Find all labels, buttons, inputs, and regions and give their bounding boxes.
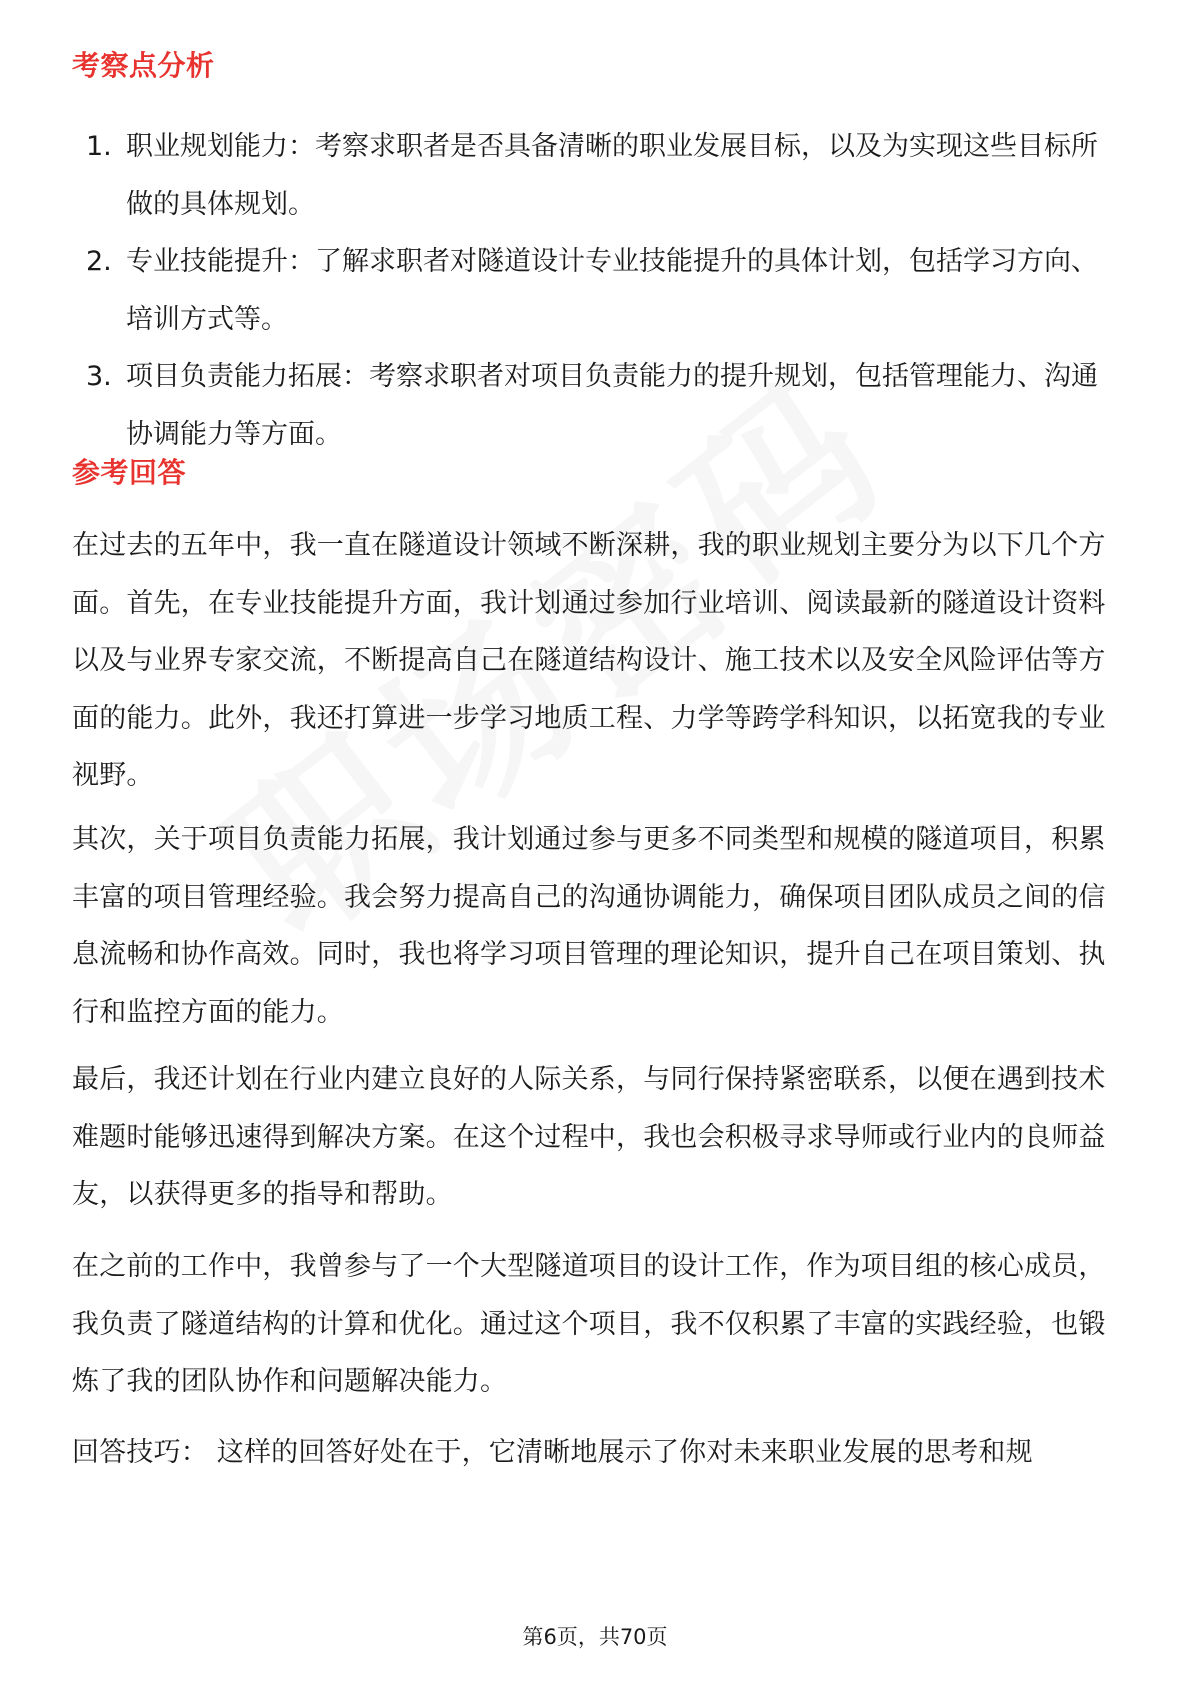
analysis-heading: 考察点分析: [72, 49, 215, 82]
list-item-text: 项目负责能力拓展：考察求职者对项目负责能力的提升规划，包括管理能力、沟通协调能力等方面。: [126, 361, 1098, 450]
list-item-number: 1.: [86, 131, 112, 162]
list-item: [72, 118, 1122, 233]
list-item: [72, 233, 1122, 348]
answer-paragraph: 在之前的工作中，我曾参与了一个大型隧道项目的设计工作，作为项目组的核心成员，我负责了隧道结构的计算和优化。通过这个项目，我不仅积累了丰富的实践经验，也锻炼了我的团队协作和问题解决能力。: [72, 1251, 1106, 1397]
list-item-number: 3.: [86, 361, 112, 392]
list-item-text: 职业规划能力：考察求职者是否具备清晰的职业发展目标，以及为实现这些目标所做的具体规划。: [126, 131, 1098, 220]
list-item-text: 专业技能提升：了解求职者对隧道设计专业技能提升的具体计划，包括学习方向、培训方式等。: [126, 246, 1098, 335]
answer-paragraph: 其次，关于项目负责能力拓展，我计划通过参与更多不同类型和规模的隧道项目，积累丰富的项目管理经验。我会努力提高自己的沟通协调能力，确保项目团队成员之间的信息流畅和协作高效。同时，我也将学习项目管理的理论知识，提升自己在项目策划、执行和监控方面的能力。: [72, 824, 1106, 1028]
answer-paragraph: 最后，我还计划在行业内建立良好的人际关系，与同行保持紧密联系，以便在遇到技术难题时能够迅速得到解决方案。在这个过程中，我也会积极寻求导师或行业内的良师益友，以获得更多的指导和帮助。: [72, 1064, 1106, 1210]
list-item: [72, 348, 1122, 463]
answer-paragraph: 在过去的五年中，我一直在隧道设计领域不断深耕，我的职业规划主要分为以下几个方面。首先，在专业技能提升方面，我计划通过参加行业培训、阅读最新的隧道设计资料以及与业界专家交流，不断提高自己在隧道结构设计、施工技术以及安全风险评估等方面的能力。此外，我还打算进一步学习地质工程、力学等跨学科知识，以拓宽我的专业视野。: [72, 530, 1106, 791]
answer-tip-paragraph: 回答技巧： 这样的回答好处在于，它清晰地展示了你对未来职业发展的思考和规: [72, 1437, 1033, 1468]
analysis-list: [72, 118, 1122, 463]
answer-heading: 参考回答: [72, 456, 187, 489]
page-number-footer: 第6页，共70页: [522, 1625, 668, 1649]
list-item-number: 2.: [86, 246, 112, 277]
